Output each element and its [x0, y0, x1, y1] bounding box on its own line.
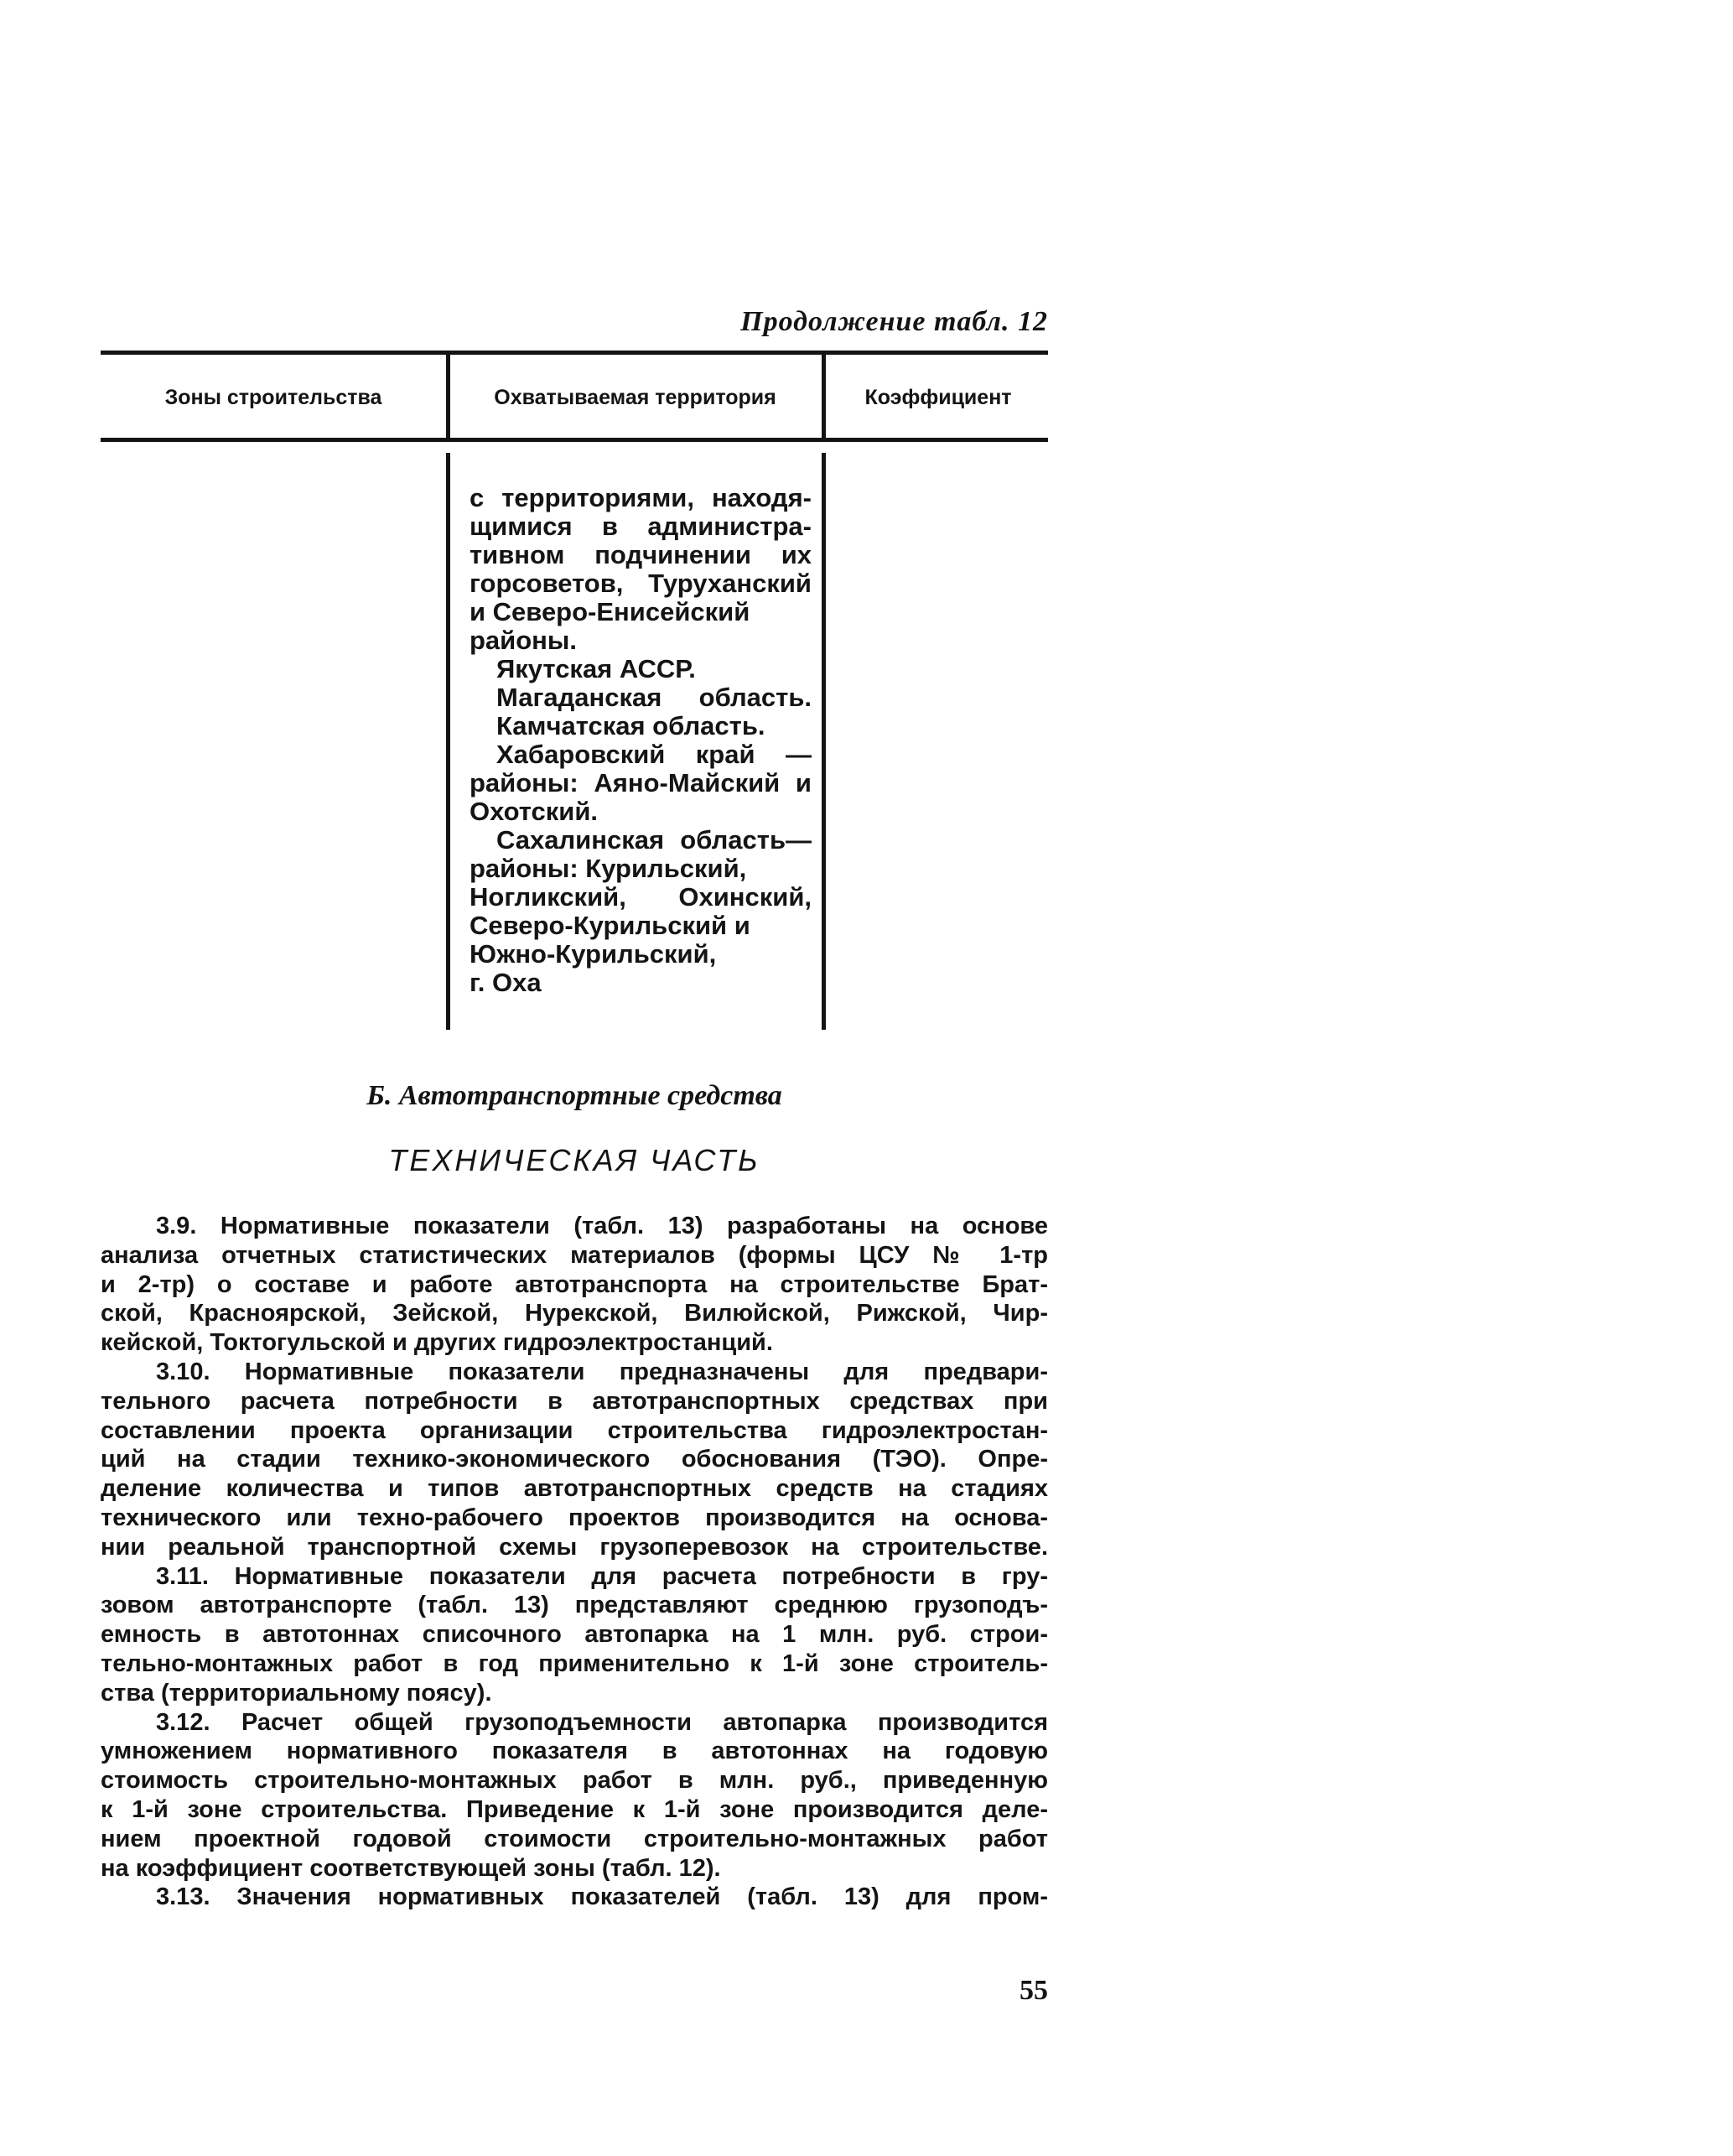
territory-line: Ногликский, Охинский,	[470, 882, 812, 912]
territory-line: Якутская АССР.	[496, 654, 696, 683]
territory-line: тивном подчинении их	[470, 540, 812, 569]
table-header-territory: Охватываемая территория	[494, 386, 776, 409]
paragraph-line: 3.13. Значения нормативных показателей (табл. 13) для пром-	[156, 1883, 1048, 1911]
paragraph-line: тельного расчета потребности в автотранспортных средствах при	[101, 1387, 1048, 1415]
section-title: Б. Автотранспортные средства	[366, 1080, 782, 1111]
paragraph-line: ской, Красноярской, Зейской, Нурекской, Вилюйской, Рижской, Чир-	[101, 1300, 1048, 1327]
territory-line: районы: Курильский,	[470, 854, 747, 883]
paragraph-line: ций на стадии технико-экономического обоснования (ТЭО). Опре-	[101, 1446, 1048, 1473]
territory-line: щимися в администра-	[470, 512, 812, 541]
paragraph-line: анализа отчетных статистических материалов (формы ЦСУ № 1-тр	[101, 1241, 1048, 1269]
table-column-divider-1	[446, 352, 450, 440]
paragraph-line: умножением нормативного показателя в автотоннах на годовую	[101, 1738, 1048, 1765]
table-continuation-label: Продолжение табл. 12	[740, 306, 1048, 337]
technical-part-text	[101, 1212, 1048, 1912]
territory-line: Камчатская область.	[496, 711, 765, 740]
paragraph-line: кейской, Токтогульской и других гидроэлектростанций.	[101, 1329, 773, 1357]
paragraph-line: тельно-монтажных работ в год применительно к 1-й зоне строитель-	[101, 1649, 1048, 1677]
paragraph-line: и 2-тр) о составе и работе автотранспорта на строительстве Брат-	[101, 1270, 1048, 1298]
territory-line: Магаданская область.	[496, 683, 812, 712]
table-header-zones: Зоны строительства	[164, 386, 382, 409]
territory-line: Северо-Курильский и	[470, 911, 750, 940]
territory-line: Охотский.	[470, 797, 599, 826]
paragraph-line: 3.12. Расчет общей грузоподъемности автопарка производится	[156, 1708, 1048, 1736]
paragraph-line: 3.9. Нормативные показатели (табл. 13) разработаны на основе	[156, 1213, 1048, 1239]
paragraph-line: 3.10. Нормативные показатели предназначены для предвари-	[156, 1358, 1048, 1385]
table-body-divider-1	[446, 453, 450, 1030]
paragraph-line: ства (территориальному поясу).	[101, 1679, 492, 1707]
paragraph-line: 3.11. Нормативные показатели для расчета потребности в гру-	[156, 1562, 1048, 1590]
table-header-rule	[101, 438, 1048, 442]
table-column-divider-2	[822, 352, 826, 440]
territory-line: и Северо-Енисейский	[470, 597, 750, 626]
paragraph-line: на коэффициент соответствующей зоны (табл. 12).	[101, 1854, 721, 1882]
technical-part-title: ТЕХНИЧЕСКАЯ ЧАСТЬ	[388, 1143, 760, 1177]
territory-line: Хабаровский край —	[496, 740, 812, 769]
territory-line: горсоветов, Туруханский	[470, 569, 812, 598]
paragraph-line: нием проектной годовой стоимости строительно-монтажных работ	[101, 1825, 1048, 1852]
territory-line: с территориями, находя-	[470, 483, 812, 512]
territory-line: Сахалинская область—	[496, 825, 812, 855]
paragraph-line: емность в автотоннах списочного автопарка на 1 млн. руб. строи-	[101, 1621, 1048, 1649]
territory-line: районы: Аяно-Майский и	[470, 768, 812, 797]
table-header-coefficient: Коэффициент	[864, 386, 1012, 409]
paragraph-line: зовом автотранспорте (табл. 13) представляют среднюю грузоподъ-	[101, 1592, 1048, 1619]
paragraph-line: составлении проекта организации строительства гидроэлектростан-	[101, 1416, 1048, 1444]
paragraph-line: к 1-й зоне строительства. Приведение к 1-й зоне производится деле-	[101, 1795, 1048, 1823]
table-body-divider-2	[822, 453, 826, 1030]
territory-line: Южно-Курильский,	[470, 939, 717, 969]
page-number: 55	[1020, 1975, 1048, 2006]
table-top-rule	[101, 351, 1048, 355]
table-cell-territory	[470, 484, 812, 997]
paragraph-line: нии реальной транспортной схемы грузоперевозок на строительстве.	[101, 1533, 1048, 1561]
paragraph-line: стоимость строительно-монтажных работ в млн. руб., приведенную	[101, 1767, 1048, 1795]
paragraph-line: технического или техно-рабочего проектов производится на основа-	[101, 1504, 1048, 1531]
territory-line: г. Оха	[470, 968, 542, 997]
territory-line: районы.	[470, 626, 577, 655]
paragraph-line: деление количества и типов автотранспортных средств на стадиях	[101, 1475, 1048, 1503]
